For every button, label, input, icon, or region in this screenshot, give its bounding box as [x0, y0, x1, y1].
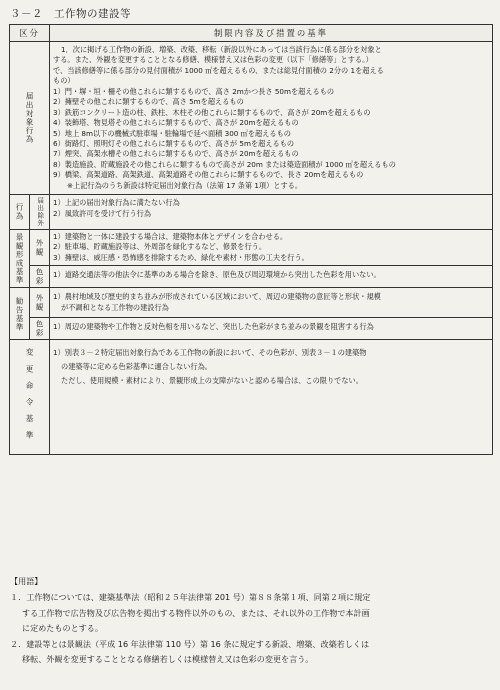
text-line: 9）橋梁、高架道路、高架鉄道、高架道路その他これらに類するもので、長さ 20mを超えるもの — [53, 170, 364, 180]
change-order-row — [10, 340, 493, 455]
report-target-label-cell — [10, 42, 50, 195]
note-line: 移転、外観を変更することとなる修繕若しくは模様替え又は色彩の変更を言う。 — [22, 653, 314, 664]
text-line: する。また、外観を変更することとなる修繕、模様替え又は色彩の変更（以下「修繕等」とする。） — [53, 55, 373, 65]
note-line: する工作物で広告物及び広告物を掲出する物件以外のもの、または、それ以外の工作物で本計画 — [22, 607, 370, 618]
report-target-label: 届出対象行為 — [25, 92, 34, 144]
advisory-color-content — [50, 318, 493, 340]
text-line: 3）擁壁は、威圧感・恐怖感を排除するため、緑化や素材・形態の工夫を行う。 — [53, 252, 309, 262]
advisory-exterior-content — [50, 288, 493, 318]
landscape-exterior-label: 外観 — [35, 238, 44, 256]
landscape-label-cell — [10, 229, 30, 288]
note-line: ２．建設等とは景観法（平成 16 年法律第 110 号）第 16 条に規定する新設、増築、改築若しくは — [10, 638, 370, 649]
text-line: 1）周辺の建築物や工作物と反対色相を用いるなど、突出した色彩がまち並みの景観を阻害する行為 — [53, 322, 374, 332]
text-line: 2）風致許可を受けて行う行為 — [53, 208, 152, 218]
text-line: 1）門・塀・垣・柵その他これらに類するもので、高さ 2mかつ長さ 50mを超えるもの — [53, 86, 335, 96]
terms-heading: 【用語】 — [10, 576, 43, 586]
advisory-color-row — [10, 318, 493, 340]
note-line: に定めたものとする。 — [22, 623, 103, 634]
landscape-exterior-content — [50, 229, 493, 265]
landscape-exterior-row — [10, 229, 493, 265]
text-line: 2）駐車場、貯蔵施設等は、外周部を緑化するなど、修景を行う。 — [53, 242, 267, 252]
text-line: ただし、使用規模・素材により、景観形成上の支障がないと認める場合は、この限りでない。 — [61, 375, 363, 385]
terms-notes — [10, 574, 492, 667]
text-line: 5）地上 8m以下の機械式駐車場・駐輪場で延べ面積 300 ㎡を超えるもの — [53, 128, 291, 138]
advisory-exterior-label: 外観 — [35, 294, 44, 312]
text-line: 1）道路交通法等の他法令に基準のある場合を除き、原色及び周辺環境から突出した色彩を用いない。 — [53, 270, 381, 280]
advisory-label: 勧告基準 — [15, 296, 24, 331]
text-line: が不調和となる工作物の建設行為 — [61, 302, 169, 312]
text-line: 1）上記の届出対象行為に満たない行為 — [53, 198, 180, 208]
landscape-exterior-label-cell — [30, 229, 50, 265]
text-line: 1．次に掲げる工作物の新設、増築、改築、移転（新設以外にあっては当該行為に係る部分を対象と — [61, 45, 382, 54]
table-header-row — [10, 25, 493, 42]
landscape-color-label: 色彩 — [35, 268, 44, 286]
landscape-color-row — [10, 266, 493, 288]
text-line: の建築等に定める色彩基準に適合しない行為。 — [61, 362, 212, 371]
excluded-label-main-cell — [10, 195, 30, 230]
text-line: で、当該修繕等に係る部分の見付面積が 1000 ㎡を超えるもの、または総見付面積の 2分の 1を超える — [53, 65, 384, 75]
text-line: 1）別表３－２特定届出対象行為である工作物の新設において、その色彩が、別表３－１の建築物 — [53, 348, 367, 358]
text-line: 8）製造施設、貯蔵施設その他これらに類するもので高さが 20m または築造面積が 1000 ㎡を超えるもの — [53, 159, 396, 169]
note-line: １．工作物については、建築基準法（昭和２５年法律第 201 号）第８８条第１項、同第２項に規定 — [10, 592, 371, 603]
excluded-label-sub-cell — [30, 195, 50, 230]
text-line: 3）鉄筋コンクリート造の柱、鉄柱、木柱その他これらに類するもので、高さが 20mを超えるもの — [53, 107, 371, 117]
excluded-label-main: 行為 — [15, 203, 24, 221]
landscape-color-label-cell — [30, 266, 50, 288]
header-content: 制限内容及び措置の基準 — [50, 25, 493, 42]
report-target-content — [50, 42, 493, 195]
text-line: 6）街路灯、照明灯その他これらに類するもので、高さが 5mを超えるもの — [53, 138, 295, 148]
text-line: 7）煙突、高架水槽その他これらに類するもので、高さが 20mを超えるもの — [53, 149, 299, 159]
text-line: ※上記行為のうち新設は特定届出対象行為（法第 17 条第 1項）とする。 — [67, 180, 303, 190]
text-line: 2）擁壁その他これに類するもので、高さ 5mを超えるもの — [53, 97, 244, 107]
excluded-label-sub: 届出除外 — [36, 197, 45, 227]
section-title: ３－２ 工作物の建設等 — [10, 8, 131, 20]
advisory-label-cell — [10, 288, 30, 340]
landscape-label: 景観形成基準 — [15, 232, 24, 285]
advisory-exterior-row — [10, 288, 493, 318]
excluded-row — [10, 195, 493, 230]
text-line: もの） — [53, 76, 75, 86]
text-line: 4）装飾塔、物見塔その他これらに類するもので、高さが 20mを超えるもの — [53, 118, 299, 128]
text-line: 1）建築物と一体に建設する場合は、建築物本体とデザインを合わせる。 — [53, 231, 288, 241]
excluded-content — [50, 195, 493, 230]
report-target-row — [10, 42, 493, 195]
header-category: 区分 — [10, 25, 50, 42]
landscape-color-content — [50, 266, 493, 288]
regulation-table — [9, 24, 493, 455]
change-order-content — [50, 340, 493, 455]
advisory-exterior-label-cell — [30, 288, 50, 318]
advisory-color-label-cell — [30, 318, 50, 340]
change-order-label: 変更命令基準 — [25, 347, 34, 448]
advisory-color-label: 色彩 — [35, 320, 44, 338]
text-line: 1）農村地域及び歴史的まち並みが形成されている区域において、周辺の建築物の意匠等と形状・規模 — [53, 292, 381, 302]
change-order-label-cell — [10, 340, 50, 455]
